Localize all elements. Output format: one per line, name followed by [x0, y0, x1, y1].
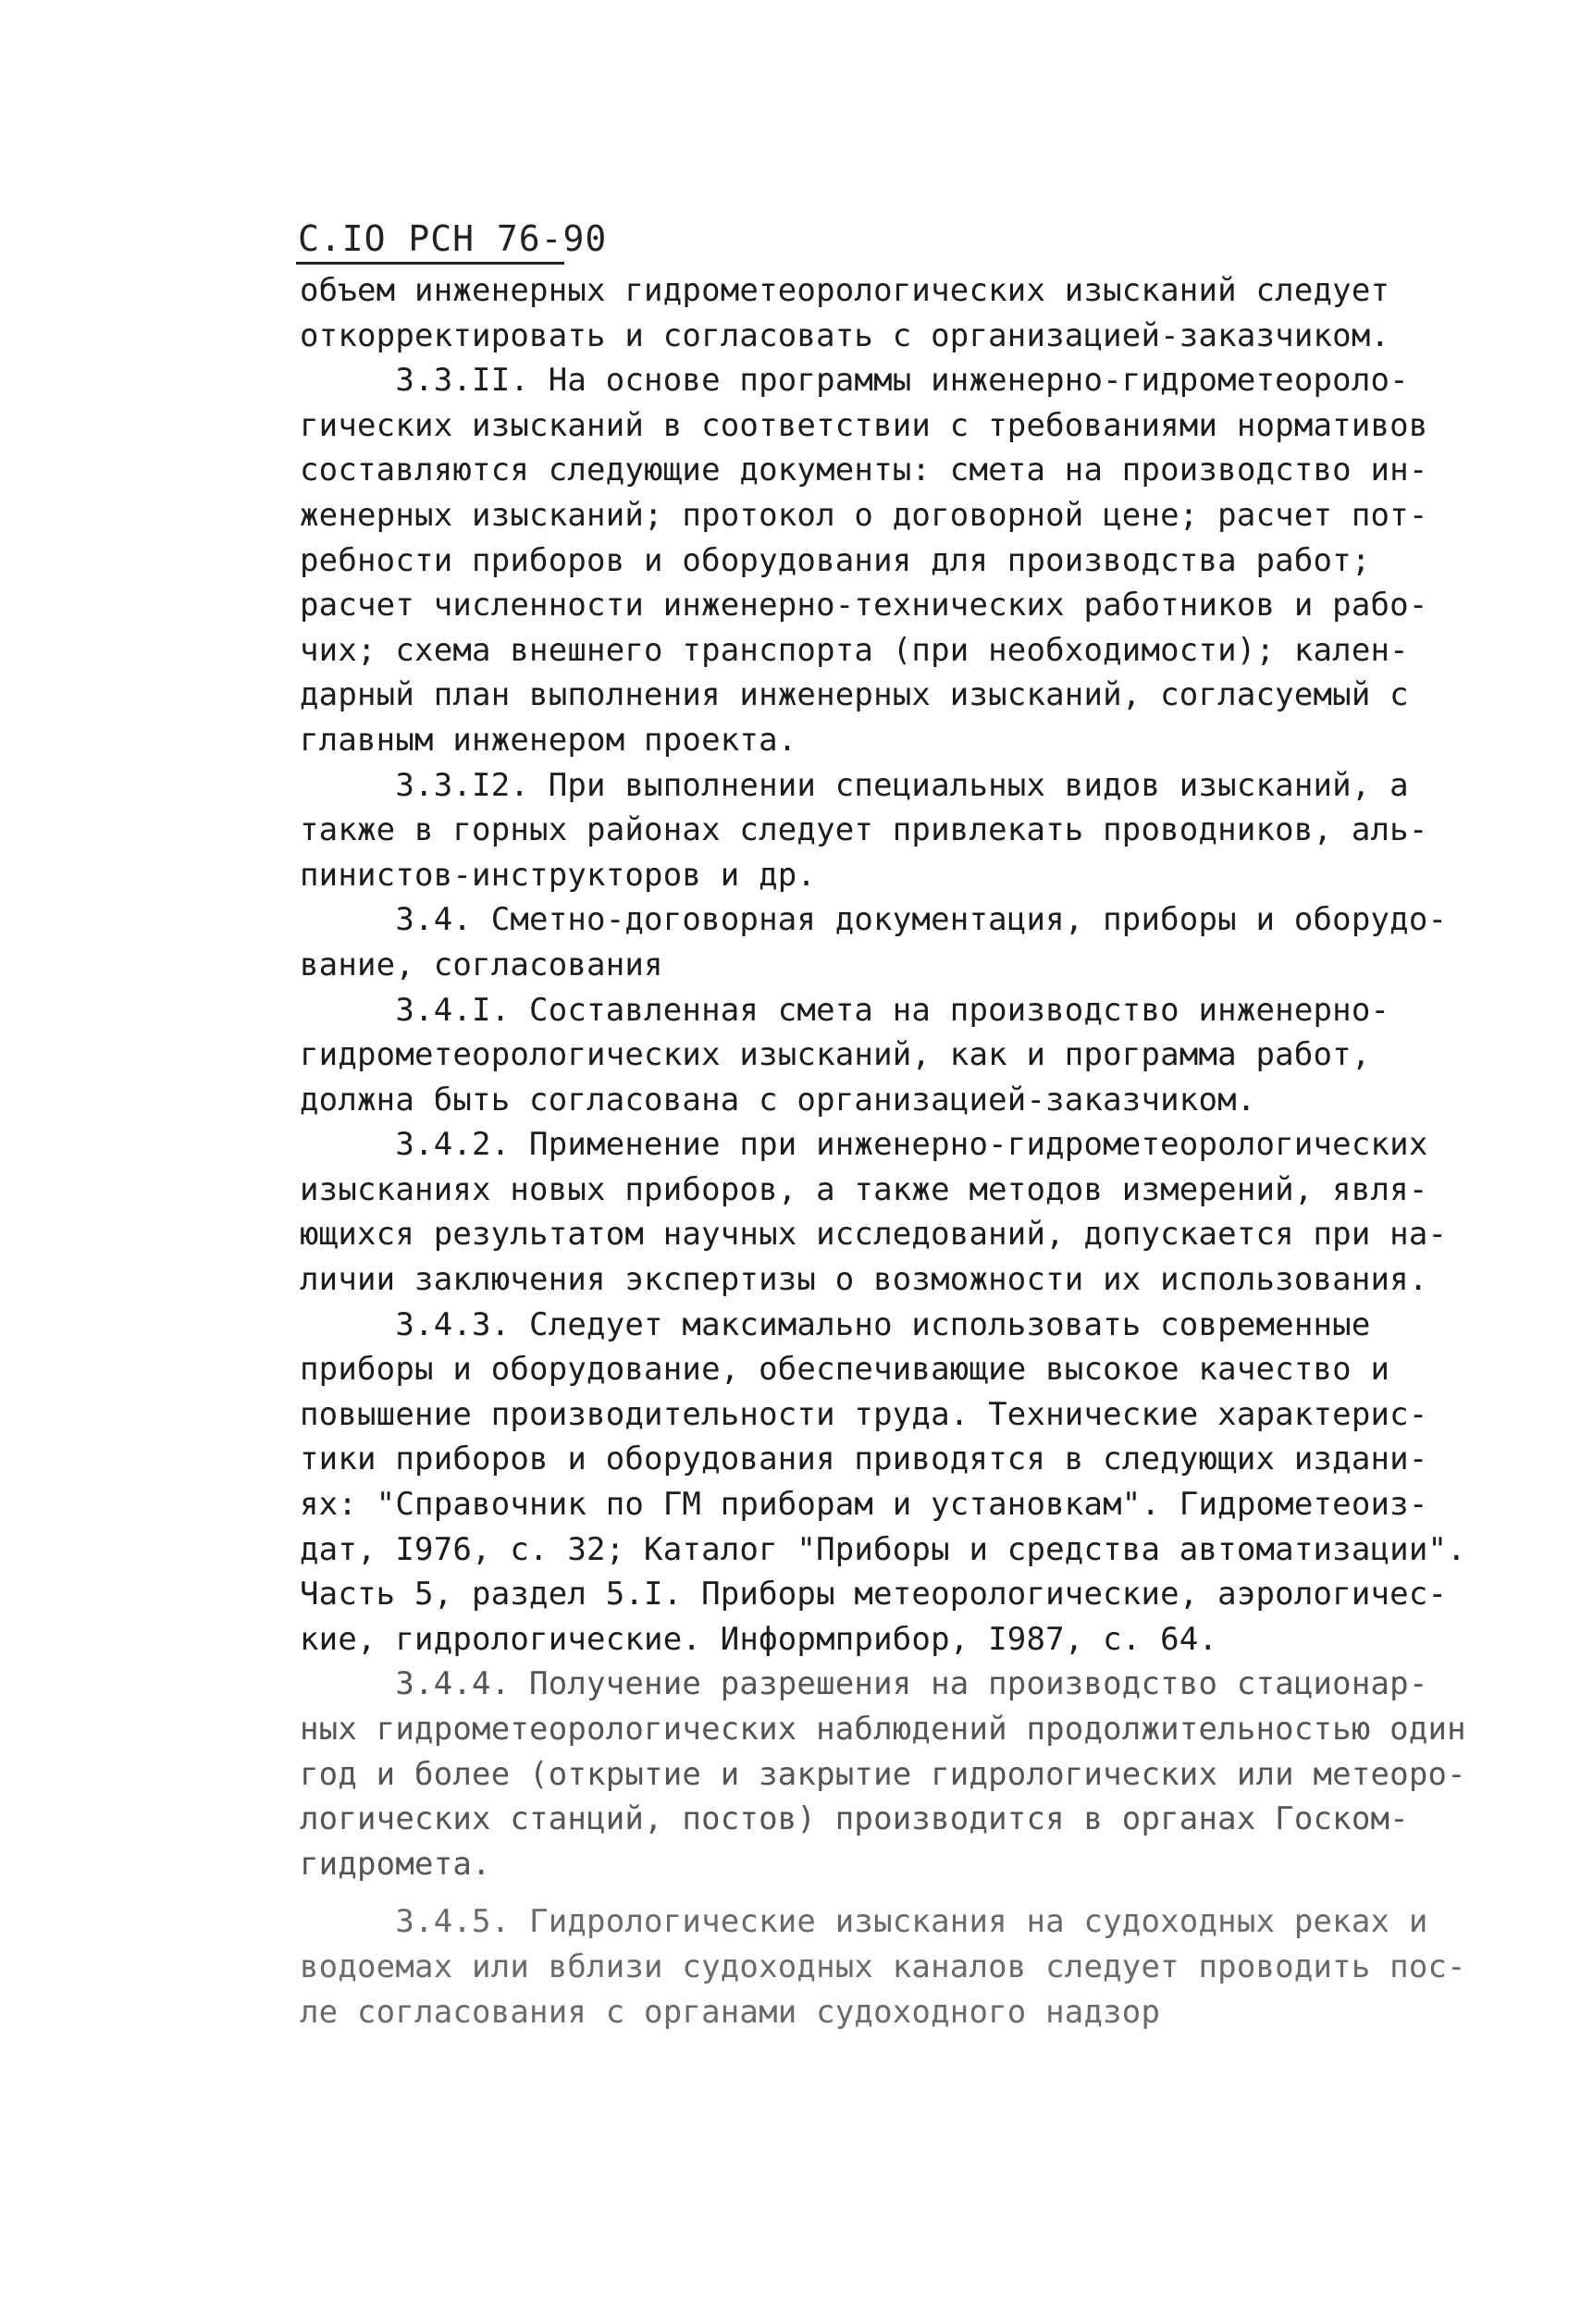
text-line: 3.4.2. Применение при инженерно-гидрометеорологических: [300, 1126, 1428, 1164]
text-line: год и более (открытие и закрытие гидрологических или метеоро-: [300, 1755, 1466, 1793]
text-line: главным инженером проекта.: [300, 721, 797, 759]
text-line: 3.4.3. Следует максимально использовать современные: [300, 1305, 1371, 1343]
text-line: должна быть согласована с организацией-заказчиком.: [300, 1081, 1256, 1119]
text-line: чих; схема внешнего транспорта (при необходимости); кален-: [300, 631, 1409, 669]
page-header: С.IO РСН 76-90: [298, 218, 608, 259]
text-line: составляются следующие документы: смета на производство ин-: [300, 451, 1428, 489]
text-line: ющихся результатом научных исследований, допускается при на-: [300, 1216, 1448, 1254]
text-line: гидромета.: [300, 1845, 491, 1883]
text-line: ях: "Справочник по ГМ приборам и установкам". Гидрометеоиз-: [300, 1486, 1428, 1524]
text-line: Часть 5, раздел 5.I. Приборы метеорологические, аэрологичес-: [300, 1576, 1448, 1613]
text-line: вание, согласования: [300, 946, 663, 983]
text-line: ребности приборов и оборудования для производства работ;: [300, 541, 1371, 579]
text-line: дарный план выполнения инженерных изысканий, согласуемый с: [300, 676, 1409, 714]
text-line: повышение производительности труда. Технические характерис-: [300, 1395, 1428, 1433]
text-line: объем инженерных гидрометеорологических изысканий следует: [300, 272, 1390, 309]
text-line: пинистов-инструкторов и др.: [300, 856, 817, 894]
text-line: 3.4.I. Составленная смета на производство инженерно-: [300, 991, 1390, 1029]
text-line: кие, гидрологические. Информприбор, I987, с. 64.: [300, 1620, 1218, 1658]
text-line: личии заключения экспертизы о возможности их использования.: [300, 1261, 1428, 1299]
text-line: 3.4.5. Гидрологические изыскания на судоходных реках и: [300, 1903, 1428, 1941]
text-line: приборы и оборудование, обеспечивающие высокое качество и: [300, 1351, 1390, 1389]
text-line: водоемах или вблизи судоходных каналов следует проводить пос-: [300, 1947, 1466, 1985]
text-line: гидрометеорологических изысканий, как и программа работ,: [300, 1036, 1371, 1074]
body-text: [300, 268, 1466, 2034]
text-line: логических станций, постов) производится в органах Госком-: [300, 1800, 1409, 1838]
text-line: 3.4.4. Получение разрешения на производство стационар-: [300, 1665, 1428, 1703]
text-line: 3.3.II. На основе программы инженерно-гидрометеороло-: [300, 362, 1409, 400]
text-line: ных гидрометеорологических наблюдений продолжительностью один: [300, 1711, 1466, 1748]
text-line: гических изысканий в соответствии с требованиями нормативов: [300, 406, 1428, 444]
text-line: также в горных районах следует привлекать проводников, аль-: [300, 811, 1428, 849]
text-line: ле согласования с органами судоходного надзор: [300, 1993, 1161, 2031]
header-underline: [296, 262, 564, 265]
text-line: откорректировать и согласовать с организацией-заказчиком.: [300, 316, 1390, 354]
text-line: дат, I976, с. 32; Каталог "Приборы и средства автоматизации".: [300, 1530, 1466, 1568]
text-line: 3.3.I2. При выполнении специальных видов изысканий, а: [300, 766, 1409, 804]
text-line: изысканиях новых приборов, а также методов измерений, явля-: [300, 1170, 1428, 1208]
text-line: тики приборов и оборудования приводятся в следующих издани-: [300, 1440, 1428, 1478]
text-line: женерных изысканий; протокол о договорной цене; расчет пот-: [300, 496, 1428, 534]
text-line: расчет численности инженерно-технических работников и рабо-: [300, 587, 1428, 624]
text-line: 3.4. Сметно-договорная документация, приборы и оборудо-: [300, 901, 1448, 939]
